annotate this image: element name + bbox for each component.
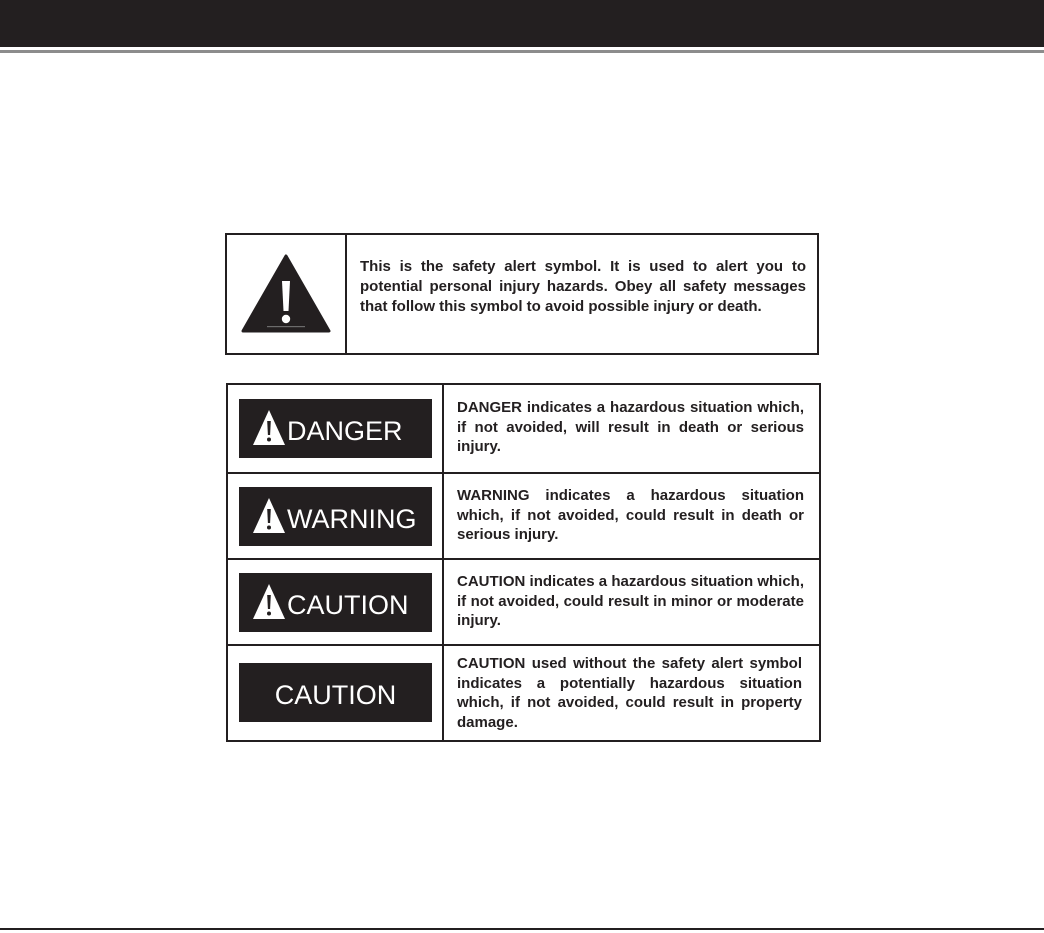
- signal-label-cell: [228, 646, 444, 740]
- signal-label-cell: [228, 560, 444, 644]
- table-row: [228, 560, 819, 646]
- caution-label-text: CAUTION: [287, 590, 409, 620]
- safety-alert-symbol-cell: [227, 235, 347, 353]
- exclamation-triangle-icon: [252, 409, 286, 447]
- warning-description: WARNING indicates a hazardous situation which, if not avoided, could result in death or serious injury.: [457, 487, 804, 543]
- header-rule: [0, 50, 1044, 53]
- warning-label-text: WARNING: [287, 504, 417, 534]
- warning-label: [239, 487, 432, 546]
- safety-alert-text: This is the safety alert symbol. It is used to alert you to potential personal injury hazards. Obey all safety messages that follow this symbol to avoid possible injury or death.: [360, 258, 806, 315]
- danger-description: DANGER indicates a hazardous situation which, if not avoided, will result in death or serious injury.: [457, 399, 804, 455]
- table-row: [228, 646, 819, 740]
- caution-no-symbol-description: CAUTION used without the safety alert symbol indicates a potentially hazardous situation which, if not avoided, could result in property damage.: [457, 655, 802, 731]
- danger-label-text: DANGER: [287, 416, 403, 446]
- caution-label: [239, 573, 432, 632]
- exclamation-triangle-icon: [252, 583, 286, 621]
- signal-label-cell: [228, 474, 444, 558]
- header-bar: [0, 0, 1044, 47]
- safety-alert-box: [225, 233, 819, 355]
- signal-label-cell: [228, 385, 444, 472]
- caution-no-symbol-label: [239, 663, 432, 722]
- footer-rule: [0, 928, 1044, 930]
- table-row: [228, 385, 819, 474]
- table-row: [228, 474, 819, 560]
- exclamation-triangle-icon: [252, 497, 286, 535]
- exclamation-triangle-icon: [241, 253, 331, 333]
- caution-no-symbol-label-text: CAUTION: [274, 680, 397, 710]
- caution-description: CAUTION indicates a hazardous situation which, if not avoided, could result in minor or moderate injury.: [457, 573, 804, 629]
- signal-word-table: [226, 383, 821, 742]
- danger-label: [239, 399, 432, 458]
